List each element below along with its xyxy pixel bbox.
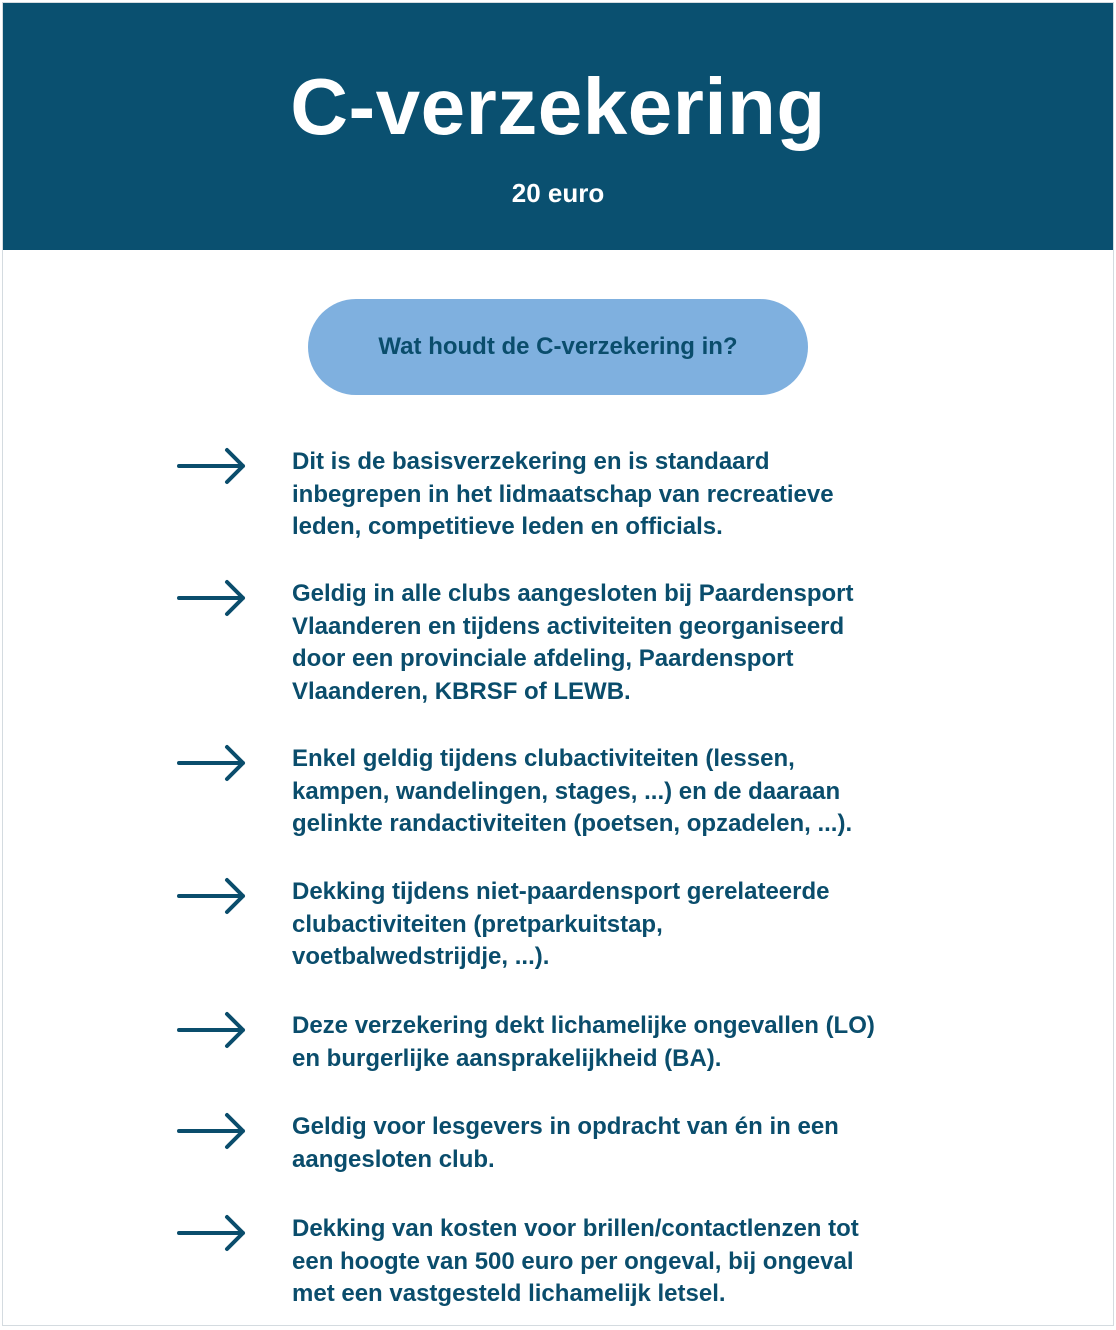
feature-text: [292, 876, 942, 974]
arrow-right-icon: [177, 1111, 247, 1151]
feature-list: [3, 3, 1113, 1325]
feature-line: inbegrepen in het lidmaatschap van recreatieve: [292, 480, 834, 508]
price-label: 20 euro: [511, 178, 605, 208]
page-title: C-verzekering: [290, 62, 826, 151]
feature-line: Deze verzekering dekt lichamelijke ongevallen (LO): [292, 1012, 875, 1039]
feature-line: een hoogte van 500 euro per ongeval, bij ongeval: [292, 1247, 854, 1275]
feature-line: Dit is de basisverzekering en is standaard: [292, 448, 770, 475]
arrow-right-icon: [177, 1213, 247, 1253]
feature-line: Geldig voor lesgevers in opdracht van én in een: [292, 1113, 839, 1140]
feature-text: [292, 446, 942, 544]
question-button[interactable]: Wat houdt de C-verzekering in?: [308, 299, 808, 395]
arrow-right-icon: [177, 578, 247, 618]
feature-line: voetbalwedstrijdje, ...).: [292, 943, 550, 970]
insurance-card: [2, 2, 1114, 1326]
feature-text: [292, 1213, 942, 1311]
arrow-right-icon: [177, 876, 247, 916]
feature-line: aangesloten club.: [292, 1145, 495, 1173]
feature-line: en burgerlijke aansprakelijkheid (BA).: [292, 1044, 722, 1072]
feature-line: clubactiviteiten (pretparkuitstap,: [292, 910, 663, 938]
feature-line: Dekking van kosten voor brillen/contactlenzen tot: [292, 1215, 859, 1242]
feature-text: [292, 1111, 942, 1176]
feature-text: [292, 743, 942, 841]
feature-line: door een provinciale afdeling, Paardensport: [292, 645, 794, 672]
arrow-right-icon: [177, 1010, 247, 1050]
feature-text: [292, 578, 942, 708]
feature-line: Dekking tijdens niet-paardensport gerelateerde: [292, 878, 830, 905]
arrow-right-icon: [177, 743, 247, 783]
feature-text: [292, 1010, 942, 1075]
feature-line: kampen, wandelingen, stages, ...) en de daaraan: [292, 777, 841, 805]
arrow-right-icon: [177, 446, 247, 486]
feature-line: Geldig in alle clubs aangesloten bij Paardensport: [292, 580, 854, 607]
feature-line: Enkel geldig tijdens clubactiviteiten (lessen,: [292, 745, 795, 772]
feature-line: met een vastgesteld lichamelijk letsel.: [292, 1280, 726, 1307]
feature-line: leden, competitieve leden en officials.: [292, 513, 723, 540]
feature-line: Vlaanderen, KBRSF of LEWB.: [292, 677, 631, 705]
feature-line: gelinkte randactiviteiten (poetsen, opzadelen, ...).: [292, 810, 853, 837]
feature-line: Vlaanderen en tijdens activiteiten georganiseerd: [292, 612, 845, 640]
